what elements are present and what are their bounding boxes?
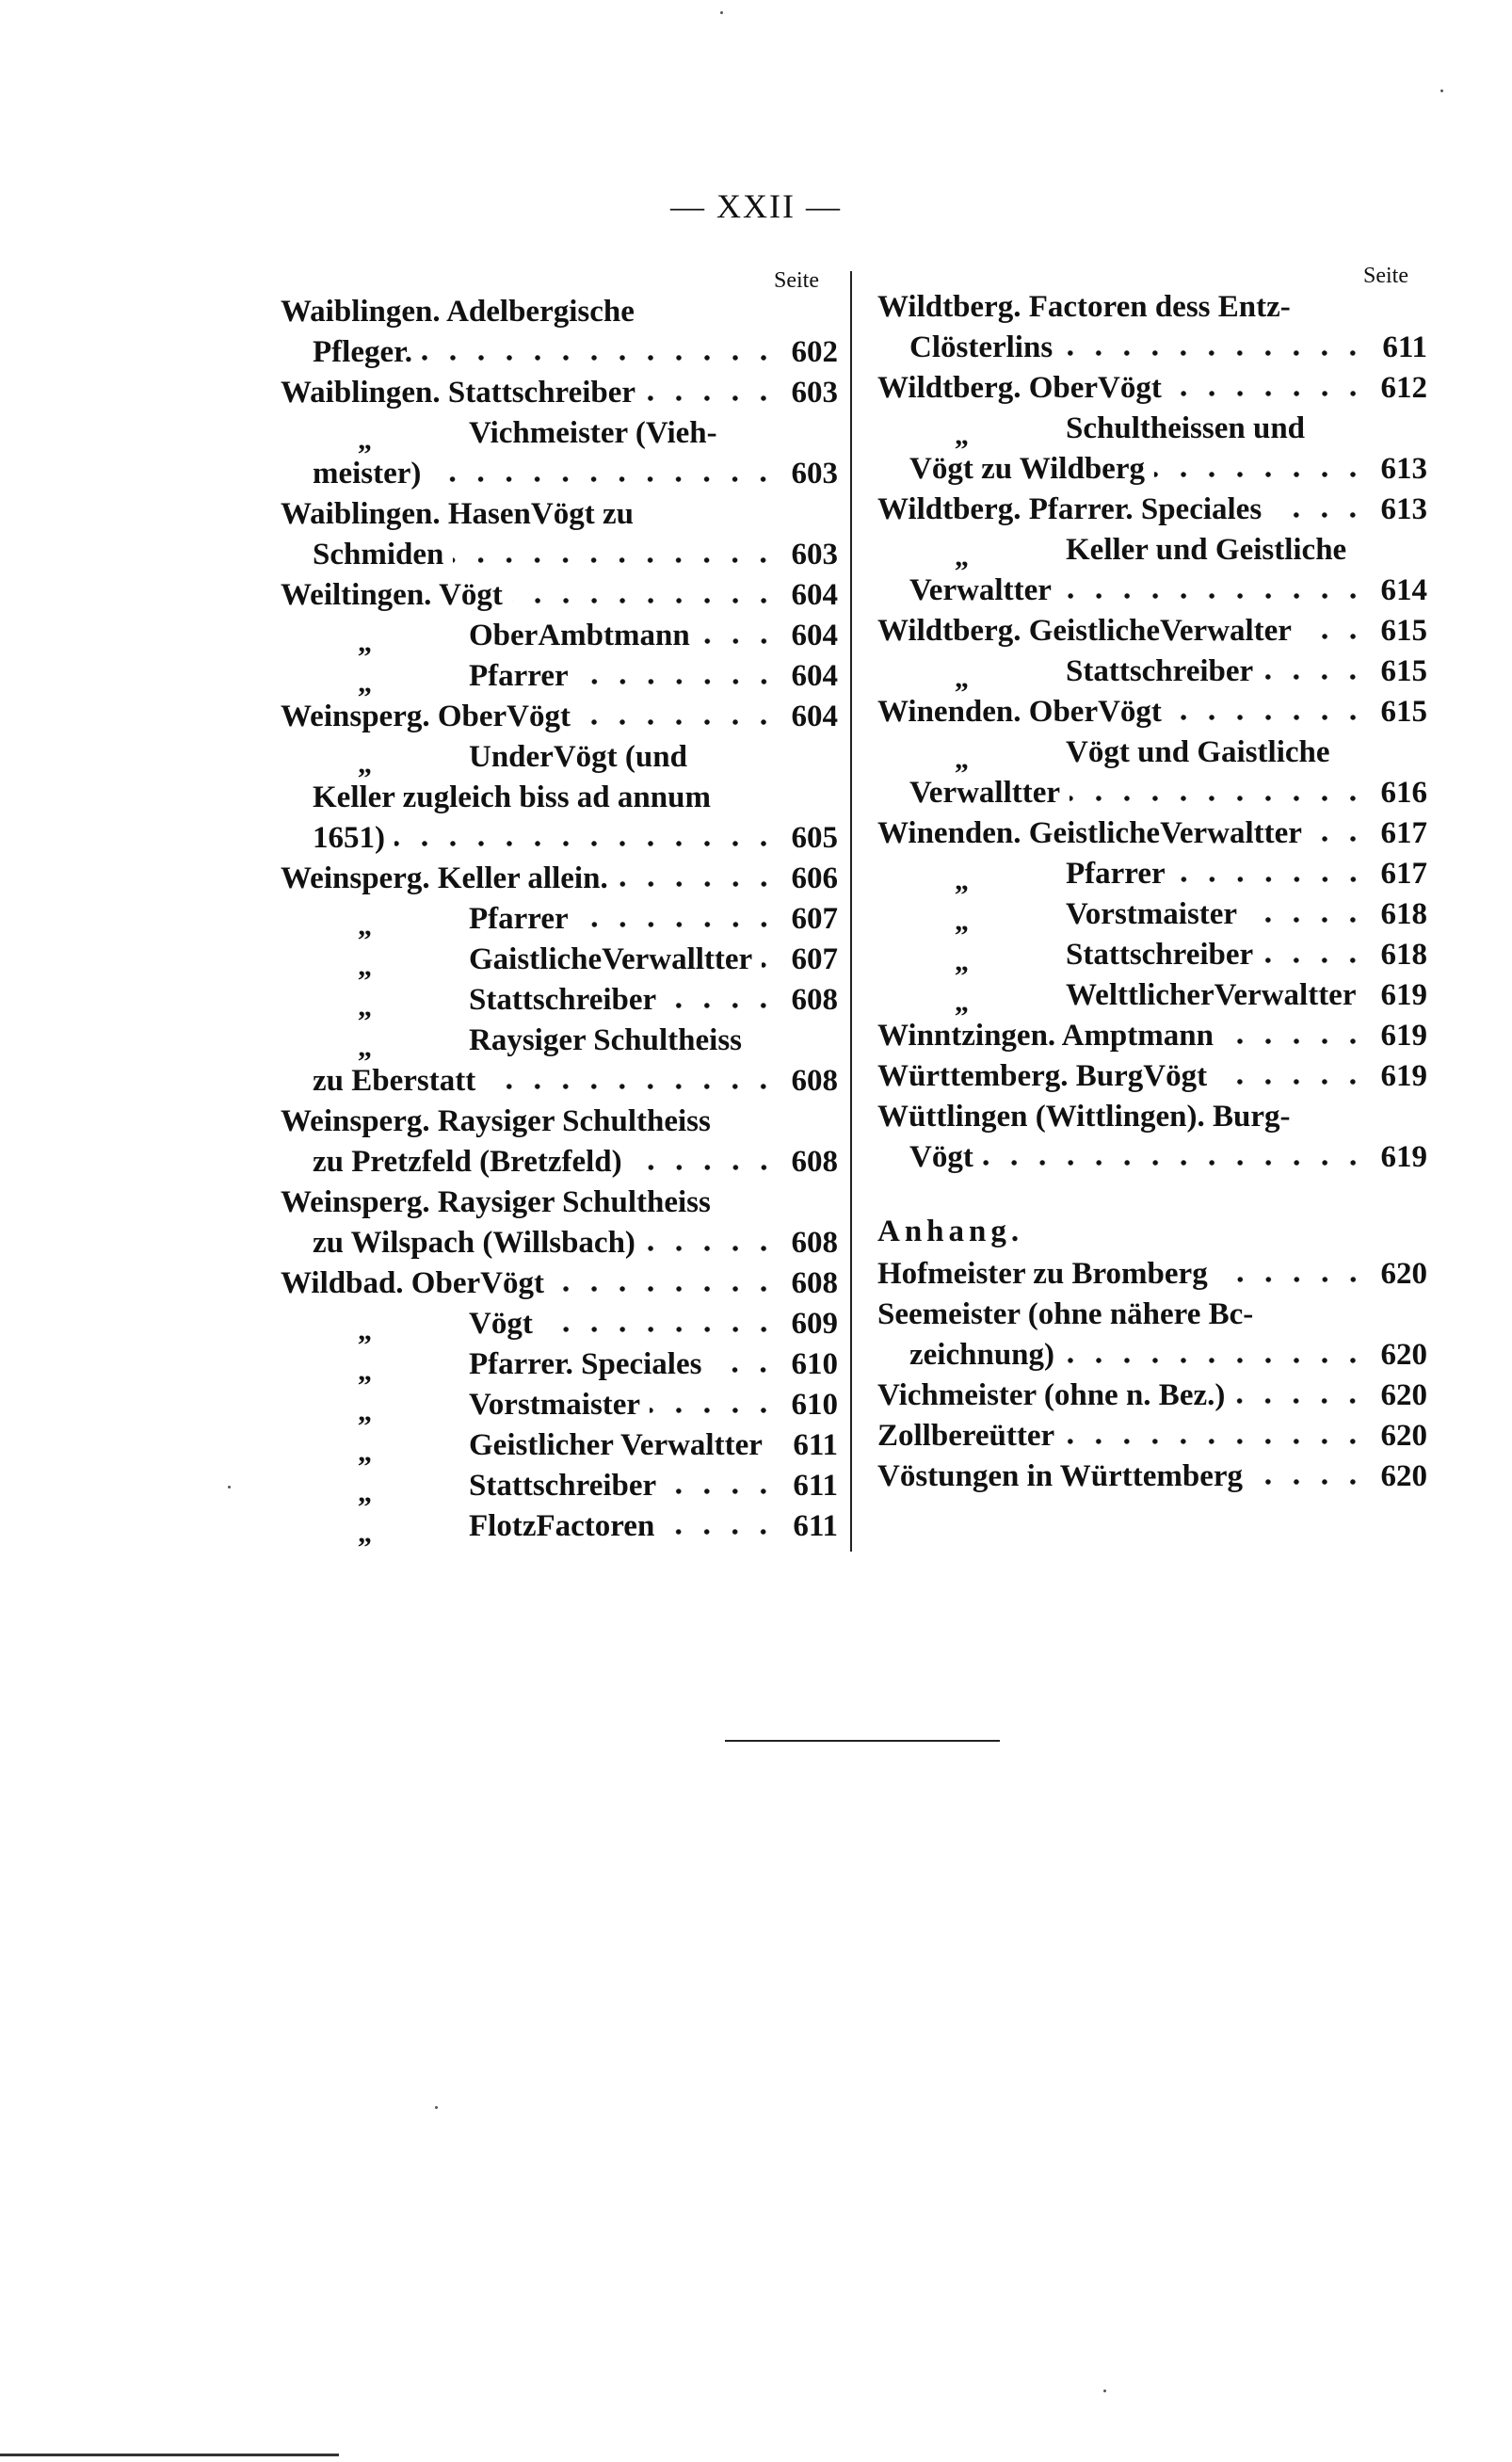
dot-leader [666,1001,778,1010]
page-reference: 620 [1380,1338,1427,1372]
page-reference: 611 [1382,330,1427,364]
end-rule [725,1740,1000,1742]
entry-text: Stattschreiber [469,1469,657,1503]
seite-label-right: Seite [1363,264,1408,288]
page-reference: 603 [791,376,838,410]
ditto-mark: „ [358,1477,372,1508]
scan-speck [1103,2390,1106,2392]
dot-leader [1301,632,1367,641]
scan-speck [228,1486,231,1488]
entry-text: zu Wilspach (Willsbach) [313,1226,635,1260]
entry-text: Hofmeister zu Bromberg [877,1257,1208,1291]
entry-text: Weinsperg. OberVögt [281,700,571,733]
dot-leader [983,1158,1367,1167]
entry-text: Winenden. OberVögt [877,695,1162,729]
entry-text: Vöstungen in Württemberg [877,1459,1244,1493]
index-entry-line [877,1456,1427,1497]
dot-leader [1154,470,1367,479]
dot-leader [1175,875,1367,884]
entry-text: Wildtberg. Factoren dess Entz- [877,290,1291,324]
ditto-mark: „ [955,420,969,451]
page-reference: 608 [791,1266,838,1300]
index-entry-line [281,1061,838,1102]
appendix-heading: Anhang. [877,1215,1024,1248]
ditto-mark: „ [955,946,969,977]
dot-leader [645,394,778,403]
page-reference: 605 [791,821,838,855]
page-reference: 610 [791,1347,838,1381]
page-reference: 617 [1380,816,1427,850]
ditto-mark: „ [358,910,372,941]
index-entry-line [281,332,838,373]
page-reference: 612 [1380,371,1427,405]
index-entry-line [281,737,838,778]
index-entry-line [281,1263,838,1304]
page-reference: 611 [793,1469,838,1503]
page-reference: 619 [1380,1059,1427,1093]
page-reference: 607 [791,942,838,976]
page-reference: 615 [1380,614,1427,648]
dot-leader [422,353,778,362]
page-reference: 604 [791,619,838,652]
entry-text: GaistlicheVerwalltter [469,942,753,976]
entry-text: Vögt und Gaistliche [1066,735,1330,769]
entry-text: zu Eberstatt [313,1064,476,1098]
index-entry-line [877,1137,1427,1178]
page-reference: 610 [791,1388,838,1422]
index-entry-line [877,854,1427,894]
entry-text: WelttlicherVerwaltter [1066,978,1357,1012]
entry-text: Württemberg. BurgVögt [877,1059,1208,1093]
entry-text: Stattschreiber [469,983,657,1017]
index-entry-line [877,1016,1427,1056]
page-reference: 619 [1380,978,1427,1012]
entry-text: Weinsperg. Raysiger Schultheiss [281,1185,711,1219]
entry-text: Wildtberg. OberVögt [877,371,1162,405]
entry-text: OberAmbtmann [469,619,690,652]
dot-leader [1223,1037,1367,1046]
index-entry-line [281,697,838,737]
index-entry-line [877,975,1427,1016]
dot-leader [664,1527,778,1537]
index-entry-line [877,1416,1427,1456]
dot-leader [1252,1477,1367,1487]
entry-text: Vichmeister (Vieh- [469,416,717,450]
page-reference: 604 [791,578,838,612]
scan-speck [1440,89,1443,92]
page-reference: 620 [1380,1257,1427,1291]
dot-leader [618,879,778,889]
dot-leader [645,1244,778,1253]
page-reference: 608 [791,1064,838,1098]
entry-text: Vögt zu Wildberg [909,452,1145,486]
entry-text: Wildbad. OberVögt [281,1266,544,1300]
ditto-mark: „ [955,663,969,694]
index-entry-line [281,1183,838,1223]
entry-text: Schultheissen und [1066,411,1306,445]
entry-text: Weiltingen. Vögt [281,578,503,612]
index-entry-line [877,1254,1427,1295]
entry-text: Wildtberg. Pfarrer. Speciales [877,492,1263,526]
ditto-mark: „ [955,906,969,937]
ditto-mark: „ [358,951,372,982]
index-entry-line [281,1344,838,1385]
entry-text: Seemeister (ohne nähere Bc- [877,1297,1254,1331]
page-reference: 620 [1380,1459,1427,1493]
index-entry-line [877,1335,1427,1376]
page-reference: 608 [791,1226,838,1260]
index-entry-line [877,894,1427,935]
entry-text: Vorstmaister [1066,897,1238,931]
index-entry-line [877,652,1427,692]
page-reference: 611 [793,1428,838,1462]
index-entry-line [281,292,838,332]
entry-text: Waiblingen. HasenVögt zu [281,497,634,531]
page-reference: 620 [1380,1378,1427,1412]
page-reference: 615 [1380,695,1427,729]
dot-leader [1247,915,1367,925]
entry-text: Pfleger. [313,335,412,369]
dot-leader [1263,672,1367,682]
dot-leader [542,1325,778,1334]
ditto-mark: „ [358,1437,372,1468]
index-entry-line [877,1056,1427,1097]
entry-text: Wüttlingen (Wittlingen). Burg- [877,1100,1291,1134]
ditto-mark: „ [358,425,372,456]
entry-text: meister) [313,457,422,491]
entry-text: Raysiger Schultheiss [469,1023,743,1057]
ditto-mark: „ [358,748,372,780]
entry-text: Stattschreiber [1066,654,1254,688]
dot-leader [485,1082,778,1091]
dot-leader [512,596,778,605]
dot-leader [394,839,778,848]
entry-text: Pfarrer. Speciales [469,1347,702,1381]
ditto-mark: „ [358,991,372,1022]
index-entry-line [281,373,838,413]
entry-text: Pfarrer [469,659,569,693]
index-entry-line [877,287,1427,328]
ditto-mark: „ [955,987,969,1018]
page-reference: 603 [791,538,838,571]
section-gap [877,1178,1427,1210]
index-entry-line [281,899,838,940]
index-entry-line [877,611,1427,652]
dot-leader [1217,1275,1367,1284]
index-entry-line [281,454,838,494]
ditto-mark: „ [358,1396,372,1427]
page-reference: 618 [1380,897,1427,931]
index-entry-line [877,449,1427,490]
entry-text: Waiblingen. Stattschreiber [281,376,636,410]
page-reference: 607 [791,902,838,936]
ditto-mark: „ [358,668,372,699]
index-entry-line [281,1385,838,1425]
index-entry-line [877,732,1427,773]
index-entry-line [281,980,838,1021]
index-entry-line [877,1097,1427,1137]
index-entry-line [877,773,1427,813]
index-entry-line [877,328,1427,368]
ditto-mark: „ [955,865,969,896]
dot-leader [554,1284,778,1294]
ditto-mark: „ [358,1032,372,1063]
ditto-mark: „ [358,1518,372,1549]
dot-leader [762,960,778,970]
dot-leader [430,475,778,484]
index-entry-line [281,1425,838,1466]
page-number-header: — XXII — [670,187,842,225]
index-entry-line [281,1304,838,1344]
index-entries-right [877,287,1427,1178]
dot-leader [632,1163,778,1172]
entry-text: Zollbereütter [877,1419,1055,1453]
index-entry-line [877,935,1427,975]
dot-leader [700,636,778,646]
dot-leader [578,677,778,686]
page-reference: 606 [791,861,838,895]
dot-leader [1171,389,1367,398]
entry-text: Wildtberg. GeistlicheVerwalter [877,614,1292,648]
page-reference: 616 [1380,776,1427,810]
dot-leader [1061,591,1367,601]
scan-edge-line [0,2454,339,2456]
page-reference: 609 [791,1307,838,1341]
entry-text: Schmiden [313,538,444,571]
page-reference: 614 [1380,573,1427,607]
dot-leader [1234,1396,1367,1406]
entry-text: 1651) [313,821,385,855]
index-entry-line [281,494,838,535]
entry-text: Keller und Geistliche [1066,533,1347,567]
entry-text: Keller zugleich biss ad annum [313,780,711,814]
index-entry-line [281,1506,838,1547]
entry-text: FlotzFactoren [469,1509,655,1543]
index-column-right [877,287,1427,1497]
dot-leader [578,920,778,929]
ditto-mark: „ [358,627,372,658]
index-entry-line [281,413,838,454]
entry-text: Clösterlins [909,330,1054,364]
page-reference: 619 [1380,1140,1427,1174]
entry-text: Waiblingen. Adelbergische [281,295,635,329]
entry-text: Winntzingen. Amptmann [877,1019,1214,1053]
page-reference: 608 [791,983,838,1017]
index-entry-line [877,571,1427,611]
entry-text: Winenden. GeistlicheVerwaltter [877,816,1302,850]
dot-leader [1070,794,1367,803]
index-entry-line [281,859,838,899]
page-reference: 617 [1380,857,1427,891]
index-entry-line [877,692,1427,732]
dot-leader [580,717,778,727]
ditto-mark: „ [358,1356,372,1387]
index-entry-line [877,490,1427,530]
entry-text: UnderVögt (und [469,740,687,774]
index-entry-line [281,1466,838,1506]
dot-leader [1064,1356,1367,1365]
page-reference: 608 [791,1145,838,1179]
dot-leader [453,555,778,565]
dot-leader [1064,1437,1367,1446]
entry-text: Vögt [909,1140,973,1174]
entry-text: zeichnung) [909,1338,1055,1372]
page-reference: 604 [791,700,838,733]
seite-label-left: Seite [774,268,819,293]
index-entry-line [281,1223,838,1263]
dot-leader [1062,348,1367,358]
page-reference: 602 [791,335,838,369]
page-reference: 613 [1380,492,1427,526]
index-entry-line [877,409,1427,449]
dot-leader [650,1406,778,1415]
entry-text: Pfarrer [1066,857,1166,891]
scan-speck [435,2106,438,2109]
index-entry-line [877,1376,1427,1416]
dot-leader [1263,956,1367,965]
index-entry-line [281,535,838,575]
entry-text: Pfarrer [469,902,569,936]
appendix-entries [877,1254,1427,1497]
index-entry-line [877,1295,1427,1335]
entry-text: Vichmeister (ohne n. Bez.) [877,1378,1226,1412]
entry-text: zu Pretzfeld (Bretzfeld) [313,1145,622,1179]
index-entry-line [281,940,838,980]
scan-speck [720,11,723,14]
entry-text: Verwalltter [909,776,1061,810]
ditto-mark: „ [955,541,969,572]
index-entry-line [281,656,838,697]
page-reference: 619 [1380,1019,1427,1053]
index-entry-line [877,813,1427,854]
entry-text: Stattschreiber [1066,938,1254,972]
dot-leader [1171,713,1367,722]
page-reference: 620 [1380,1419,1427,1453]
index-entry-line [281,575,838,616]
dot-leader [1271,510,1367,520]
page-reference: 604 [791,659,838,693]
index-entry-line [281,818,838,859]
index-entry-line [281,778,838,818]
entry-text: Verwaltter [909,573,1052,607]
index-entry-line [281,1142,838,1183]
page-reference: 618 [1380,938,1427,972]
index-entry-line [281,1021,838,1061]
page-reference: 613 [1380,452,1427,486]
index-entry-line [281,616,838,656]
index-column-left [281,292,838,1547]
index-entry-line [281,1102,838,1142]
page-reference: 603 [791,457,838,491]
dot-leader [1216,1077,1367,1086]
entry-text: Weinsperg. Keller allein. [281,861,608,895]
column-divider [850,271,852,1552]
dot-leader [1365,996,1367,1006]
ditto-mark: „ [955,744,969,775]
entry-text: Weinsperg. Raysiger Schultheiss [281,1104,711,1138]
page-reference: 611 [793,1509,838,1543]
dot-leader [772,1446,778,1456]
ditto-mark: „ [358,1315,372,1346]
entry-text: Geistlicher Verwaltter [469,1428,763,1462]
dot-leader [711,1365,778,1375]
dot-leader [1311,834,1367,844]
entry-text: Vorstmaister [469,1388,641,1422]
dot-leader [666,1487,778,1496]
page-reference: 615 [1380,654,1427,688]
index-entry-line [877,530,1427,571]
index-entry-line [877,368,1427,409]
entry-text: Vögt [469,1307,533,1341]
